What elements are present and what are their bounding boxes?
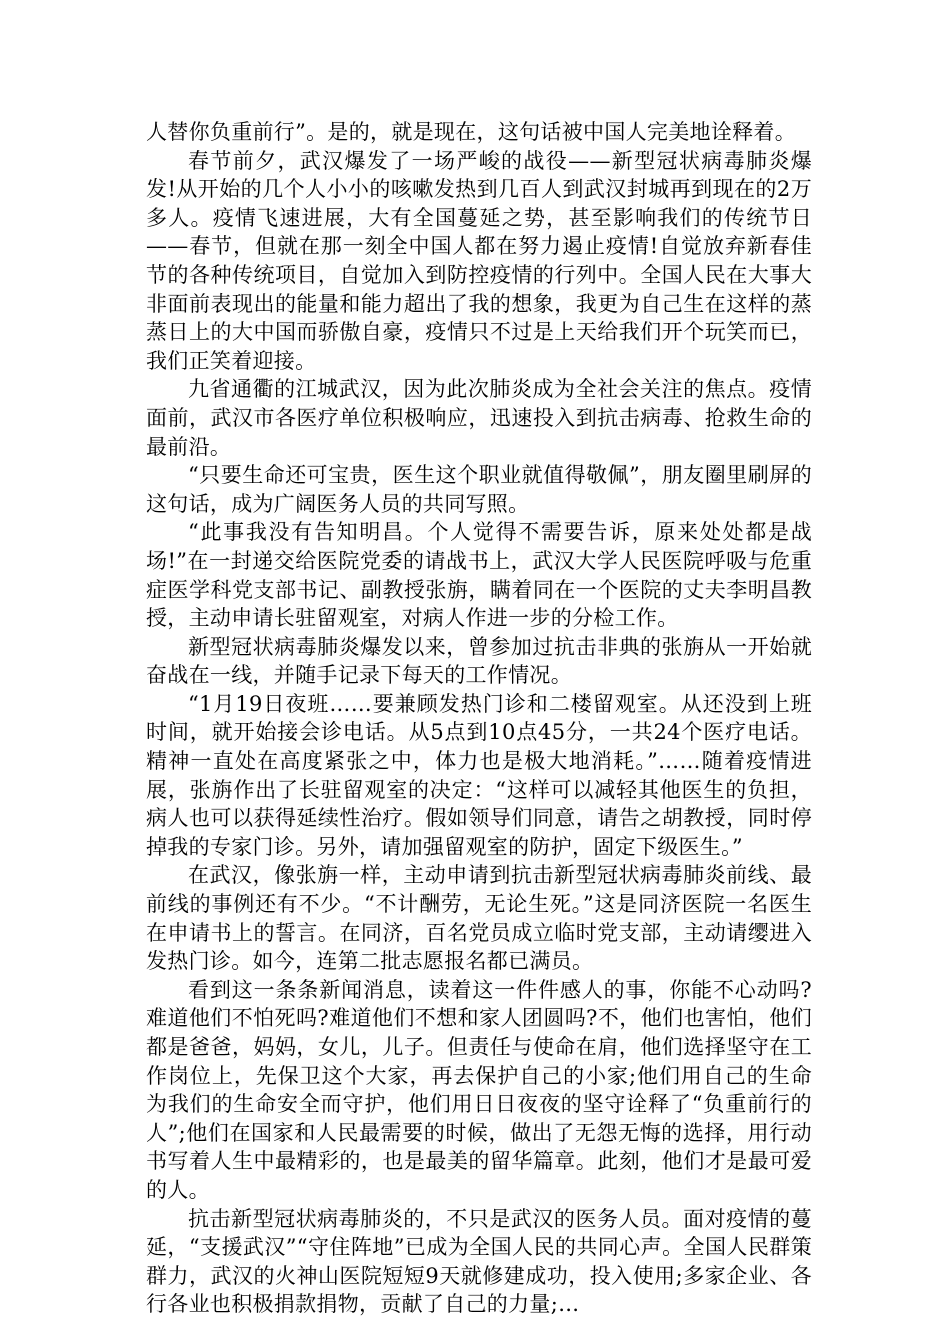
paragraph-5: “此事我没有告知明昌。个人觉得不需要告诉，原来处处都是战场!”在一封递交给医院党委的请战书上，武汉大学人民医院呼吸与危重症医学科党支部书记、副教授张旃，瞒着同在一个医院的丈夫李明昌教授，主动申请长驻留观室，对病人作进一步的分检工作。 <box>146 520 812 631</box>
paragraph-9: 看到这一条条新闻消息，读着这一件件感人的事，你能不心动吗?难道他们不怕死吗?难道他们不想和家人团圆吗?不，他们也害怕，他们都是爸爸，妈妈，女儿，儿子。但责任与使命在肩，他们选择坚守在工作岗位上，先保卫这个大家，再去保护自己的小家;他们用自己的生命为我们的生命安全而守护，他们用日日夜夜的坚守诠释了“负重前行的人”;他们在国家和人民最需要的时候，做出了无怨无悔的选择，用行动书写着人生中最精彩的，也是最美的留华篇章。此刻，他们才是最可爱的人。 <box>146 977 812 1202</box>
paragraph-2: 春节前夕，武汉爆发了一场严峻的战役——新型冠状病毒肺炎爆发!从开始的几个人小小的咳嗽发热到几百人到武汉封城再到现在的2万多人。疫情飞速进展，大有全国蔓延之势，甚至影响我们的传统节日——春节，但就在那一刻全中国人都在努力遏止疫情!自觉放弃新春佳节的各种传统项目，自觉加入到防控疫情的行列中。全国人民在大事大非面前表现出的能量和能力超出了我的想象，我更为自己生在这样的蒸蒸日上的大中国而骄傲自豪，疫情只不过是上天给我们开个玩笑而已，我们正笑着迎接。 <box>146 148 812 373</box>
paragraph-6: 新型冠状病毒肺炎爆发以来，曾参加过抗击非典的张旃从一开始就奋战在一线，并随手记录下每天的工作情况。 <box>146 634 812 688</box>
paragraph-8: 在武汉，像张旃一样，主动申请到抗击新型冠状病毒肺炎前线、最前线的事例还有不少。“不计酬劳，无论生死。”这是同济医院一名医生在申请书上的誓言。在同济，百名党员成立临时党支部，主动请缨进入发热门诊。如今，连第二批志愿报名都已满员。 <box>146 863 812 974</box>
paragraph-1: 人替你负重前行”。是的，就是现在，这句话被中国人完美地诠释着。 <box>146 120 797 144</box>
paragraph-3: 九省通衢的江城武汉，因为此次肺炎成为全社会关注的焦点。疫情面前，武汉市各医疗单位积极响应，迅速投入到抗击病毒、抢救生命的最前沿。 <box>146 377 812 459</box>
paragraph-7: “1月19日夜班……要兼顾发热门诊和二楼留观室。从还没到上班时间，就开始接会诊电话。从5点到10点45分，一共24个医疗电话。精神一直处在高度紧张之中，体力也是极大地消耗。”……随着疫情进展，张旃作出了长驻留观室的决定：“这样可以减轻其他医生的负担，病人也可以获得延续性治疗。假如领导们同意，请告之胡教授，同时停掉我的专家门诊。另外，请加强留观室的防护，固定下级医生。” <box>146 691 812 859</box>
paragraph-4: “只要生命还可宝贵，医生这个职业就值得敬佩”，朋友圈里刷屏的这句话，成为广阔医务人员的共同写照。 <box>146 463 812 516</box>
paragraph-10: 抗击新型冠状病毒肺炎的，不只是武汉的医务人员。面对疫情的蔓延，“支援武汉”“守住阵地”已成为全国人民的共同心声。全国人民群策群力，武汉的火神山医院短短9天就修建成功，投入使用;多家企业、各行各业也积极捐款捐物，贡献了自己的力量;… <box>146 1206 812 1317</box>
document-body <box>146 118 812 1319</box>
